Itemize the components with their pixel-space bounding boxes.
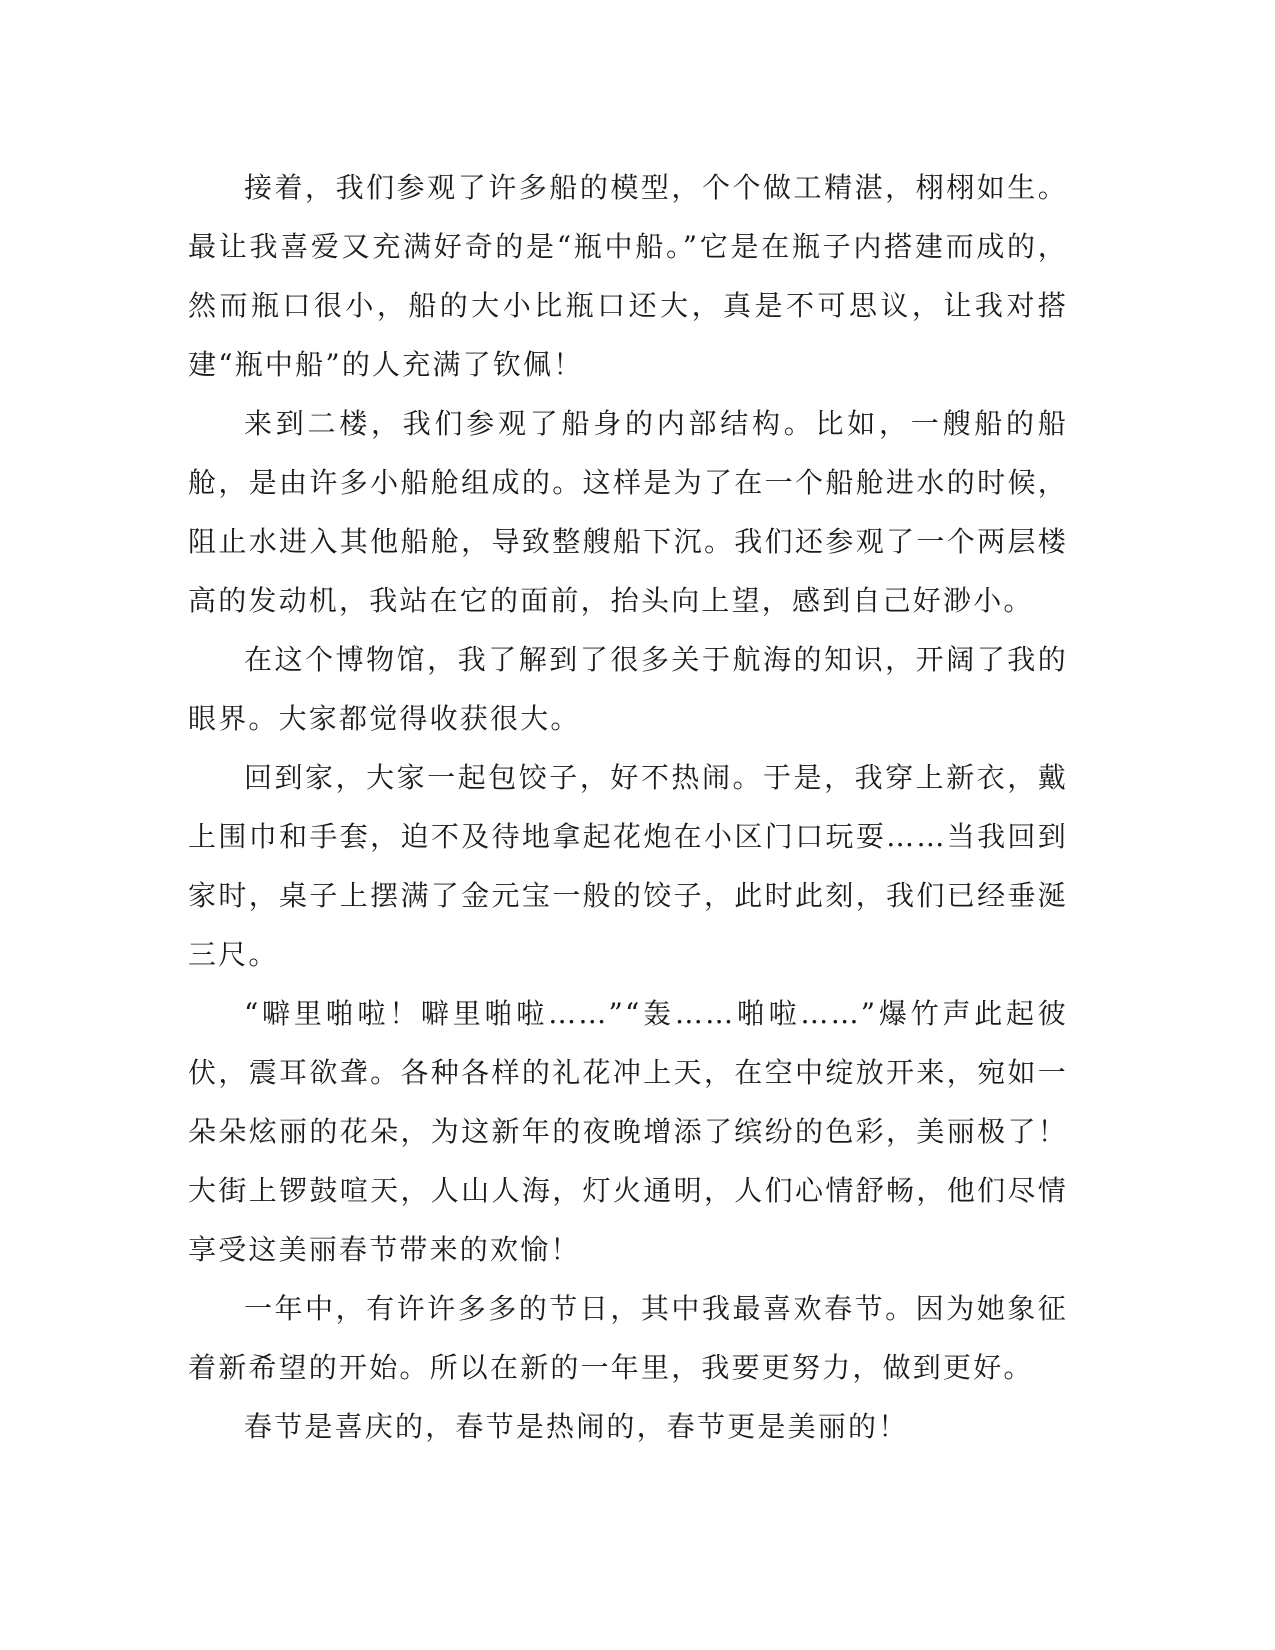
document-body xyxy=(188,158,1068,1456)
paragraph-museum-knowledge: 在这个博物馆，我了解到了很多关于航海的知识，开阔了我的眼界。大家都觉得收获很大。 xyxy=(188,643,1068,735)
paragraph-favorite-festival: 一年中，有许许多多的节日，其中我最喜欢春节。因为她象征着新希望的开始。所以在新的一年里，我要更努力，做到更好。 xyxy=(188,1292,1068,1384)
paragraph-dumplings: 回到家，大家一起包饺子，好不热闹。于是，我穿上新衣，戴上围巾和手套，迫不及待地拿起花炮在小区门口玩耍……当我回到家时，桌子上摆满了金元宝一般的饺子，此时此刻，我们已经垂涎三尺。 xyxy=(188,761,1068,971)
paragraph-conclusion: 春节是喜庆的，春节是热闹的，春节更是美丽的！ xyxy=(244,1410,909,1443)
paragraph-firecrackers: “噼里啪啦！噼里啪啦……”“轰……啪啦……”爆竹声此起彼伏，震耳欲聋。各种各样的礼花冲上天，在空中绽放开来，宛如一朵朵炫丽的花朵，为这新年的夜晚增添了缤纷的色彩，美丽极了！大街上锣鼓喧天，人山人海，灯火通明，人们心情舒畅，他们尽情享受这美丽春节带来的欢愉！ xyxy=(188,997,1068,1266)
paragraph-ship-models: 接着，我们参观了许多船的模型，个个做工精湛，栩栩如生。最让我喜爱又充满好奇的是“瓶中船。”它是在瓶子内搭建而成的，然而瓶口很小，船的大小比瓶口还大，真是不可思议，让我对搭建“瓶中船”的人充满了钦佩！ xyxy=(188,171,1068,381)
paragraph-second-floor: 来到二楼，我们参观了船身的内部结构。比如，一艘船的船舱，是由许多小船舱组成的。这样是为了在一个船舱进水的时候，阻止水进入其他船舱，导致整艘船下沉。我们还参观了一个两层楼高的发动机，我站在它的面前，抬头向上望，感到自己好渺小。 xyxy=(188,407,1068,617)
